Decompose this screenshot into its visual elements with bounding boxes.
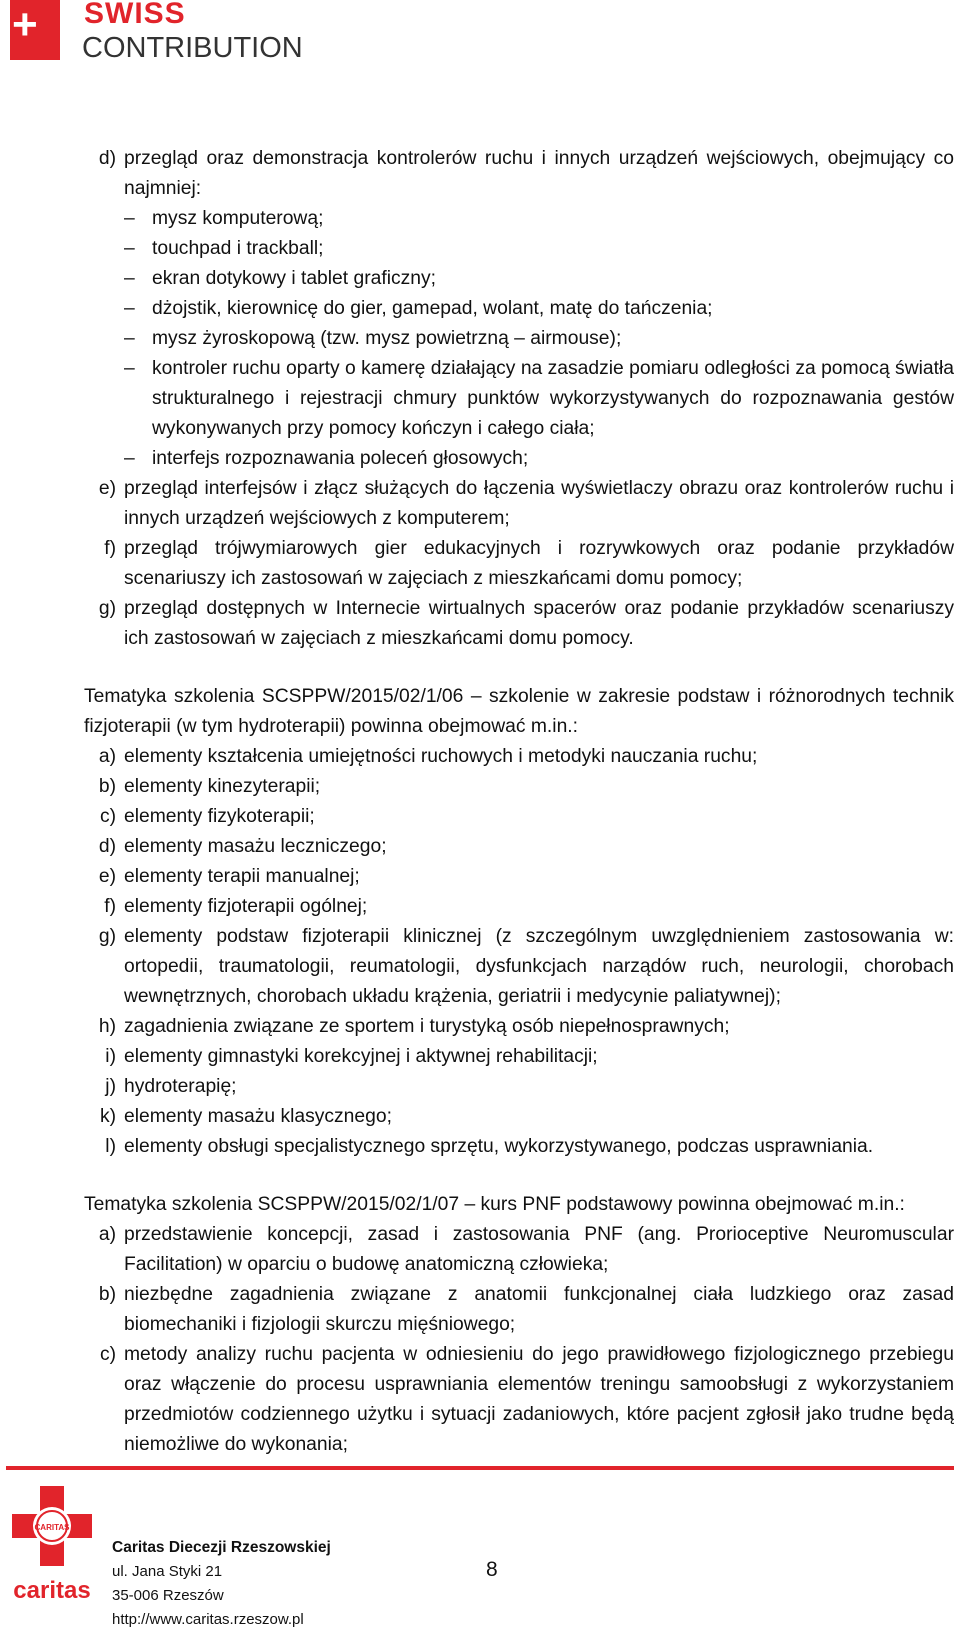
list-item [84,922,954,1012]
bullet-item [84,204,954,234]
list-text: przedstawienie koncepcji, zasad i zastosowania PNF (ang. Prorioceptive Neuromuscular Facilitation) w oparciu o budowę anatomiczną człowieka; [124,1224,954,1275]
footer-address [112,1536,331,1632]
list-item [84,1102,954,1132]
list-item [84,862,954,892]
bullet-text: mysz żyroskopową (tzw. mysz powietrzną – airmouse); [152,328,622,349]
list-item [84,892,954,922]
list-marker: e) [98,866,116,887]
list-marker: d) [98,148,116,169]
list-marker: c) [99,806,116,827]
list-marker: d) [98,836,116,857]
list-text: elementy masażu klasycznego; [124,1106,392,1127]
list-text: elementy obsługi specjalistycznego sprzętu, wykorzystywanego, podczas usprawniania. [124,1136,874,1157]
list-marker: b) [98,1284,116,1305]
list-item [84,832,954,862]
list-item [84,1012,954,1042]
bullet-text: mysz komputerową; [152,208,324,229]
list-text: elementy fizykoterapii; [124,806,315,827]
street: ul. Jana Styki 21 [112,1563,223,1580]
list-text: elementy masażu leczniczego; [124,836,387,857]
list-marker: c) [99,1344,116,1365]
bullet-text: ekran dotykowy i tablet graficzny; [152,268,436,289]
list-marker: f) [104,896,116,917]
list-item [84,474,954,534]
list-marker: j) [105,1076,116,1097]
list-item [84,772,954,802]
bullet-item [84,444,954,474]
bullet-item [84,294,954,324]
bullet-text: kontroler ruchu oparty o kamerę działający na zasadzie pomiaru odległości za pomocą światła strukturalnego i rejestracji chmury punktów wykorzystywanych do rozpoznawania gestów wykonywanych przy pomocy kończyn i całego ciała; [152,358,954,439]
dash-icon: – [124,328,135,349]
bullet-item [84,354,954,444]
list-text: elementy terapii manualnej; [124,866,360,887]
logo-word: caritas [13,1577,91,1604]
dash-icon: – [124,358,135,379]
list-item [84,1280,954,1340]
list-marker: b) [98,776,116,797]
list-marker: k) [99,1106,116,1127]
swiss-flag-icon: + [10,0,60,60]
list-item [84,144,954,204]
list-marker: l) [105,1136,116,1157]
section-heading-06: Tematyka szkolenia SCSPPW/2015/02/1/06 – szkolenie w zakresie podstaw i różnorodnych technik fizjoterapii (w tym hydroterapii) powinna obejmować m.in.: [84,686,954,737]
list-item [84,742,954,772]
list-text: elementy kształcenia umiejętności ruchowych i metodyki nauczania ruchu; [124,746,758,767]
list-text: elementy kinezyterapii; [124,776,321,797]
list-text: przegląd trójwymiarowych gier edukacyjnych i rozrywkowych oraz podanie przykładów scenariuszy ich zastosowań w zajęciach z mieszkańcami domu pomocy; [124,538,954,589]
list-text: elementy podstaw fizjoterapii klinicznej (z szczególnym uwzględnieniem zastosowania w: ortopedii, traumatologii, reumatologii, dysfunkcjach narządów ruch, neurologii, chorobach wewnętrznych, chorobach układu krążenia, geriatrii i medycynie paliatywnej); [124,926,954,1007]
dash-icon: – [124,238,135,259]
list-item [84,534,954,594]
logo-line-1: SWISS [84,0,186,30]
list-text: metody analizy ruchu pacjenta w odniesieniu do jego prawidłowego fizjologicznego przebiegu oraz włączenie do procesu usprawniania elementów treningu samoobsługi z wykorzystaniem przedmiotów codziennego użytku i sytuacji zadaniowych, które pacjent zgłosił jako trudne będą niemożliwe do wykonania; [124,1344,954,1455]
dash-icon: – [124,208,135,229]
list-item [84,594,954,654]
list-item [84,1072,954,1102]
list-marker: i) [105,1046,116,1067]
dash-icon: – [124,268,135,289]
list-text: elementy gimnastyki korekcyjnej i aktywnej rehabilitacji; [124,1046,598,1067]
list-item [84,802,954,832]
bullet-text: dżojstik, kierownicę do gier, gamepad, wolant, matę do tańczenia; [152,298,713,319]
caritas-logo [10,1484,94,1616]
list-marker: a) [98,746,116,767]
list-text: niezbędne zagadnienia związane z anatomii funkcjonalnej ciała ludzkiego oraz zasad biomechaniki i fizjologii skurczu mięśniowego; [124,1284,954,1335]
bullet-item [84,324,954,354]
bullet-text: interfejs rozpoznawania poleceń głosowych; [152,448,529,469]
list-text: hydroterapię; [124,1076,237,1097]
document-body [84,144,954,1460]
list-text: przegląd oraz demonstracja kontrolerów ruchu i innych urządzeń wejściowych, obejmujący co najmniej: [124,148,954,199]
list-text: zagadnienia związane ze sportem i turystyką osób niepełnosprawnych; [124,1016,730,1037]
footer-divider [6,1466,954,1470]
org-name: Caritas Diecezji Rzeszowskiej [112,1539,331,1556]
list-marker: h) [98,1016,116,1037]
list-marker: g) [98,598,116,619]
bullet-text: touchpad i trackball; [152,238,324,259]
list-marker: g) [98,926,116,947]
dash-icon: – [124,298,135,319]
list-marker: e) [98,478,116,499]
page-number: 8 [486,1558,498,1581]
bullet-item [84,264,954,294]
website-link[interactable]: http://www.caritas.rzeszow.pl [112,1611,304,1628]
list-text: przegląd interfejsów i złącz służących do łączenia wyświetlaczy obrazu oraz kontrolerów ruchu i innych urządzeń wejściowych z komputerem; [124,478,954,529]
list-marker: f) [104,538,116,559]
city: 35-006 Rzeszów [112,1587,224,1604]
section-heading-07: Tematyka szkolenia SCSPPW/2015/02/1/07 – kurs PNF podstawowy powinna obejmować m.in.: [84,1194,905,1215]
list-text: elementy fizjoterapii ogólnej; [124,896,368,917]
bullet-item [84,234,954,264]
list-item [84,1220,954,1280]
list-item [84,1340,954,1460]
dash-icon: – [124,448,135,469]
list-marker: a) [98,1224,116,1245]
list-item [84,1132,954,1162]
list-item [84,1042,954,1072]
logo-line-2: CONTRIBUTION [82,32,303,64]
logo-ring-text: CARITAS [34,1523,70,1532]
list-text: przegląd dostępnych w Internecie wirtualnych spacerów oraz podanie przykładów scenariuszy ich zastosowań w zajęciach z mieszkańcami domu pomocy. [124,598,954,649]
